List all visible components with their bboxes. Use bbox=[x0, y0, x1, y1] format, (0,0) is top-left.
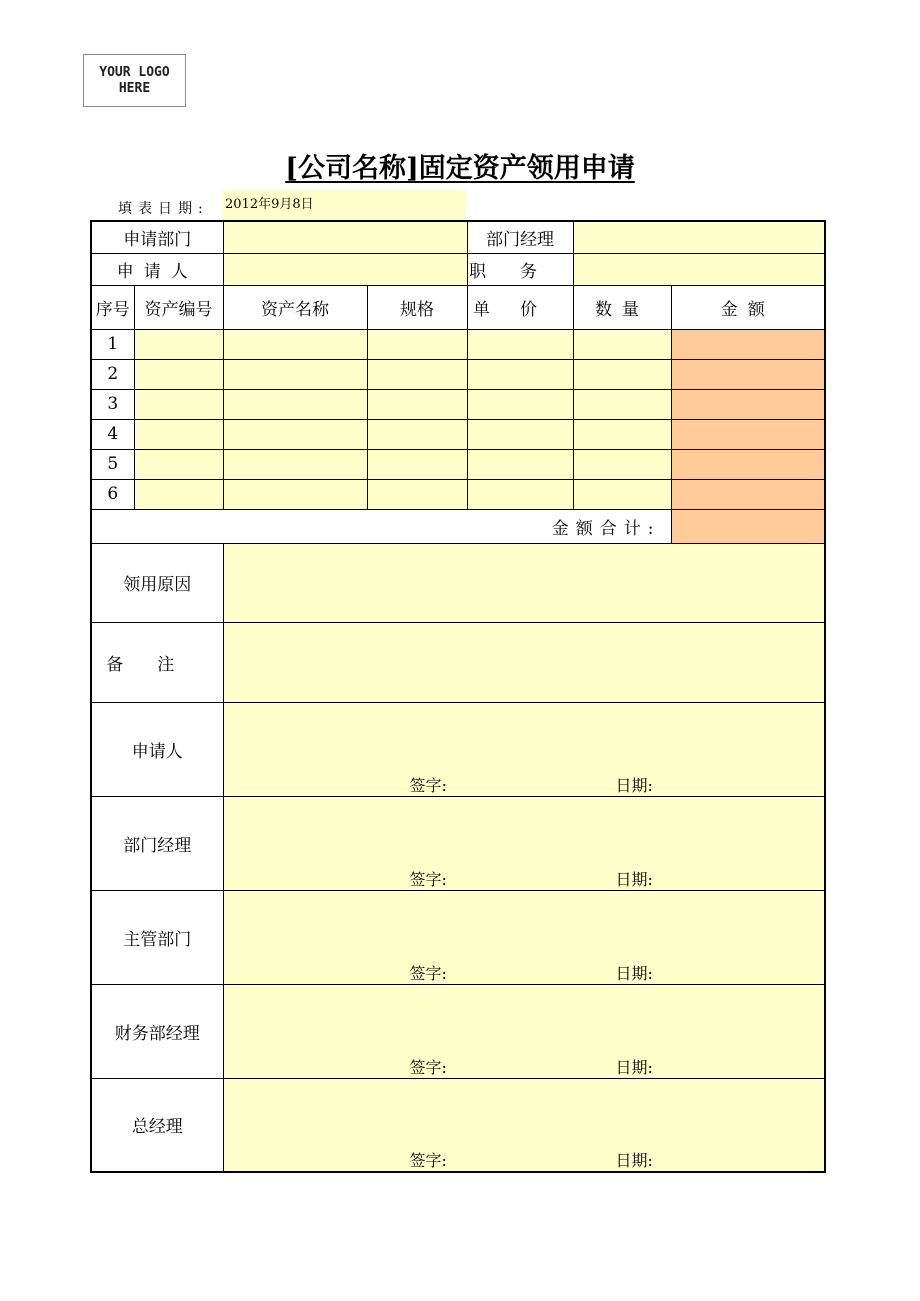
asset-name-cell[interactable] bbox=[223, 329, 367, 359]
col-amount: 金额 bbox=[671, 285, 825, 329]
spec-cell[interactable] bbox=[367, 419, 467, 449]
col-asset-code: 资产编号 bbox=[134, 285, 223, 329]
asset-code-cell[interactable] bbox=[134, 359, 223, 389]
fill-date-label: 填表日期: bbox=[118, 201, 209, 217]
date-label: 日期: bbox=[615, 1057, 653, 1077]
approval-label: 总经理 bbox=[91, 1078, 223, 1172]
asset-code-cell[interactable] bbox=[134, 479, 223, 509]
dept-input[interactable] bbox=[223, 221, 467, 253]
reason-input[interactable] bbox=[223, 543, 825, 622]
table-row bbox=[91, 419, 825, 449]
date-label: 日期: bbox=[615, 775, 653, 795]
dept-manager-input[interactable] bbox=[573, 221, 825, 253]
applicant-row bbox=[91, 253, 825, 285]
logo-line2: HERE bbox=[118, 80, 151, 96]
price-cell[interactable] bbox=[467, 449, 573, 479]
date-label: 日期: bbox=[615, 869, 653, 889]
col-asset-name: 资产名称 bbox=[223, 285, 367, 329]
price-cell[interactable] bbox=[467, 419, 573, 449]
amount-cell bbox=[671, 359, 825, 389]
approval-row-applicant bbox=[91, 702, 825, 796]
amount-cell bbox=[671, 479, 825, 509]
remark-label: 备注 bbox=[91, 622, 223, 702]
row-no: 2 bbox=[91, 359, 134, 389]
row-no: 4 bbox=[91, 419, 134, 449]
approval-signature-area[interactable] bbox=[223, 1078, 825, 1172]
signature-label: 签字: bbox=[409, 1151, 447, 1170]
column-header-row bbox=[91, 285, 825, 329]
approval-label: 财务部经理 bbox=[91, 984, 223, 1078]
row-no: 3 bbox=[91, 389, 134, 419]
col-qty: 数量 bbox=[573, 285, 671, 329]
amount-cell bbox=[671, 419, 825, 449]
asset-code-cell[interactable] bbox=[134, 329, 223, 359]
total-amount bbox=[671, 509, 825, 543]
signature-label: 签字: bbox=[409, 775, 447, 795]
qty-cell[interactable] bbox=[573, 479, 671, 509]
col-no: 序号 bbox=[91, 285, 134, 329]
asset-name-cell[interactable] bbox=[223, 479, 367, 509]
row-no: 1 bbox=[91, 329, 134, 359]
spec-cell[interactable] bbox=[367, 329, 467, 359]
asset-requisition-table bbox=[90, 220, 826, 1173]
spec-cell[interactable] bbox=[367, 479, 467, 509]
asset-code-cell[interactable] bbox=[134, 389, 223, 419]
price-cell[interactable] bbox=[467, 389, 573, 419]
fill-date-value[interactable]: 2012年9月8日 bbox=[222, 190, 466, 220]
price-cell[interactable] bbox=[467, 479, 573, 509]
row-no: 6 bbox=[91, 479, 134, 509]
reason-label: 领用原因 bbox=[91, 543, 223, 622]
qty-cell[interactable] bbox=[573, 389, 671, 419]
reason-row bbox=[91, 543, 825, 622]
total-label: 金额合计: bbox=[91, 509, 671, 543]
approval-signature-area[interactable] bbox=[223, 702, 825, 796]
asset-code-cell[interactable] bbox=[134, 419, 223, 449]
spec-cell[interactable] bbox=[367, 359, 467, 389]
approval-signature-area[interactable] bbox=[223, 890, 825, 984]
asset-code-cell[interactable] bbox=[134, 449, 223, 479]
dept-manager-label: 部门经理 bbox=[467, 221, 573, 253]
form-title: [公司名称]固定资产领用申请 bbox=[285, 153, 635, 184]
signature-label: 签字: bbox=[409, 869, 447, 889]
asset-name-cell[interactable] bbox=[223, 419, 367, 449]
price-cell[interactable] bbox=[467, 329, 573, 359]
asset-name-cell[interactable] bbox=[223, 449, 367, 479]
price-cell[interactable] bbox=[467, 359, 573, 389]
amount-cell bbox=[671, 329, 825, 359]
dept-row bbox=[91, 221, 825, 253]
applicant-input[interactable] bbox=[223, 253, 467, 285]
row-no: 5 bbox=[91, 449, 134, 479]
approval-row-finance-manager bbox=[91, 984, 825, 1078]
signature-label: 签字: bbox=[409, 963, 447, 983]
approval-row-dept-manager bbox=[91, 796, 825, 890]
applicant-label: 申请人 bbox=[91, 253, 223, 285]
approval-label: 部门经理 bbox=[91, 796, 223, 890]
approval-signature-area[interactable] bbox=[223, 984, 825, 1078]
remark-row bbox=[91, 622, 825, 702]
dept-label: 申请部门 bbox=[91, 221, 223, 253]
approval-row-supervisor-dept bbox=[91, 890, 825, 984]
date-label: 日期: bbox=[615, 1151, 653, 1170]
date-label: 日期: bbox=[615, 963, 653, 983]
qty-cell[interactable] bbox=[573, 449, 671, 479]
asset-name-cell[interactable] bbox=[223, 389, 367, 419]
spec-cell[interactable] bbox=[367, 449, 467, 479]
remark-input[interactable] bbox=[223, 622, 825, 702]
position-label: 职务 bbox=[467, 253, 573, 285]
approval-label: 主管部门 bbox=[91, 890, 223, 984]
approval-signature-area[interactable] bbox=[223, 796, 825, 890]
logo-line1: YOUR LOGO bbox=[99, 64, 170, 80]
total-row bbox=[91, 509, 825, 543]
company-logo bbox=[83, 54, 186, 107]
asset-name-cell[interactable] bbox=[223, 359, 367, 389]
table-row bbox=[91, 389, 825, 419]
qty-cell[interactable] bbox=[573, 329, 671, 359]
spec-cell[interactable] bbox=[367, 389, 467, 419]
qty-cell[interactable] bbox=[573, 359, 671, 389]
signature-label: 签字: bbox=[409, 1057, 447, 1077]
table-row bbox=[91, 479, 825, 509]
col-price: 单价 bbox=[467, 285, 573, 329]
table-row bbox=[91, 449, 825, 479]
amount-cell bbox=[671, 389, 825, 419]
position-input[interactable] bbox=[573, 253, 825, 285]
table-row bbox=[91, 359, 825, 389]
amount-cell bbox=[671, 449, 825, 479]
approval-row-general-manager bbox=[91, 1078, 825, 1172]
approval-label: 申请人 bbox=[91, 702, 223, 796]
col-spec: 规格 bbox=[367, 285, 467, 329]
table-row bbox=[91, 329, 825, 359]
qty-cell[interactable] bbox=[573, 419, 671, 449]
